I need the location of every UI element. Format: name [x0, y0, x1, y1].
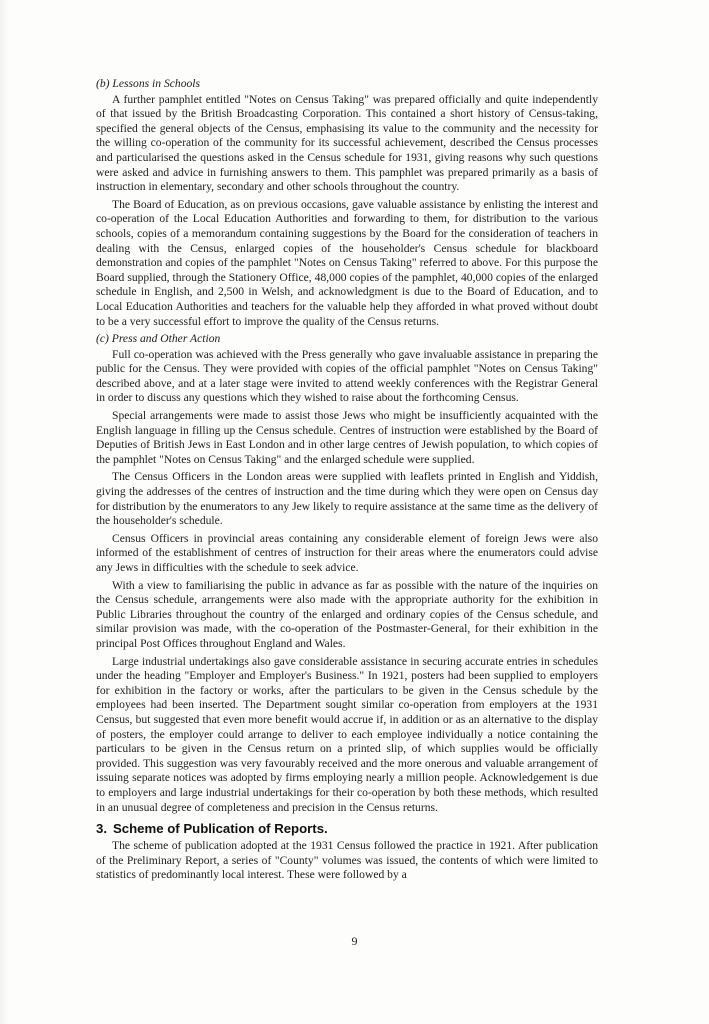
paragraph-pamphlet: A further pamphlet entitled "Notes on Census Taking" was prepared officially and quite independently of that issued by the British Broadcasting Corporation. This contained a short history of Census-taking, specified the general objects of the Census, emphasising its value to the community and the necessity for the willing co-operation of the community for its successful achievement, described the Census processes and particularised the questions asked in the Census schedule for 1931, giving reasons why such questions were asked and advice in furnishing answers to them. This pamphlet was prepared primarily as a basis of instruction in elementary, secondary and other schools throughout the country. — [96, 92, 598, 194]
paragraph-public-libraries: With a view to familiarising the public in advance as far as possible with the nature of the inquiries on the Census schedule, arrangements were also made with the appropriate authority for the exhibition in Public Libraries throughout the country of the enlarged and ordinary copies of the Census schedule, and similar provision was made, with the co-operation of the Postmaster-General, for their exhibition in the principal Post Offices throughout England and Wales. — [96, 578, 598, 650]
text-column — [96, 77, 598, 886]
section-heading-scheme-of-publication — [96, 820, 598, 837]
paragraph-press: Full co-operation was achieved with the Press generally who gave invaluable assistance in preparing the public for the Census. They were provided with copies of the official pamphlet "Notes on Census Taking" described above, and at a later stage were invited to attend weekly conferences with the Registrar General in order to discuss any questions which they wished to raise about the forthcoming Census. — [96, 347, 598, 405]
paragraph-provincial-areas: Census Officers in provincial areas containing any considerable element of foreign Jews were also informed of the establishment of centres of instruction for their areas where the enumerators could advise any Jews in difficulties with the schedule to seek advice. — [96, 531, 598, 574]
paragraph-jews-instruction: Special arrangements were made to assist those Jews who might be insufficiently acquainted with the English language in filling up the Census schedule. Centres of instruction were established by the Board of Deputies of British Jews in East London and in other large centres of Jewish population, to which copies of the pamphlet "Notes on Census Taking" and the enlarged schedule were supplied. — [96, 409, 598, 466]
page-number: 9 — [351, 934, 358, 948]
paragraph-board-of-education: The Board of Education, as on previous occasions, gave valuable assistance by enlisting the interest and co-operation of the Local Education Authorities and forwarding to them, for distribution to the various schools, copies of a memorandum containing suggestions by the Board for the consideration of teachers in dealing with the Census, enlarged copies of the householder's Census schedule for blackboard demonstration and copies of the pamphlet "Notes on Census Taking" referred to above. For this purpose the Board supplied, through the Stationery Office, 48,000 copies of the pamphlet, 40,000 copies of the enlarged schedule in English, and 2,500 in Welsh, and acknowledgment is due to the Board of Education, and to Local Education Authorities and teachers for the valuable help they afforded in what proved without doubt to be a very successful effort to improve the quality of the Census returns. — [96, 197, 598, 328]
paragraph-scheme-of-publication: The scheme of publication adopted at the 1931 Census followed the practice in 1921. After publication of the Preliminary Report, a series of "County" volumes was issued, the contents of which were limited to statistics of predominantly local interest. These were followed by a — [96, 839, 598, 882]
section-number: 3. — [96, 821, 107, 837]
subsection-heading-lessons-in-schools: (b) Lessons in Schools — [96, 77, 201, 90]
scan-edge-shadow — [0, 0, 8, 1024]
paragraph-industrial-undertakings: Large industrial undertakings also gave considerable assistance in securing accurate entries in schedules under the heading "Employer and Employer's Business." In 1921, posters had been supplied to employers for exhibition in the factory or works, after the particulars to be given in the Census schedule by the employees had been inserted. The Department sought similar co-operation from employers at the 1931 Census, but suggested that even more benefit would accrue if, in addition or as an alternative to the display of posters, the employer could arrange to deliver to each employee individually a notice containing the particulars to be given in the Census return on a printed slip, of which supplies would be officially provided. This suggestion was very favourably received and the more onerous and valuable arrangement of issuing separate notices was adopted by firms employing nearly a million people. Acknowledgement is due to employers and large industrial undertakings for their co-operation by both these methods, which resulted in an unusual degree of completeness and precision in the Census returns. — [96, 654, 598, 814]
subsection-heading-press-and-other-action: (c) Press and Other Action — [96, 332, 221, 346]
section-title: Scheme of Publication of Reports. — [113, 821, 328, 837]
paragraph-london-leaflets: The Census Officers in the London areas were supplied with leaflets printed in English and Yiddish, giving the addresses of the centres of instruction and the time during which they were open on Census day for distribution by the enumerators to any Jew likely to require assistance at the same time as the delivery of the householder's schedule. — [96, 470, 598, 528]
